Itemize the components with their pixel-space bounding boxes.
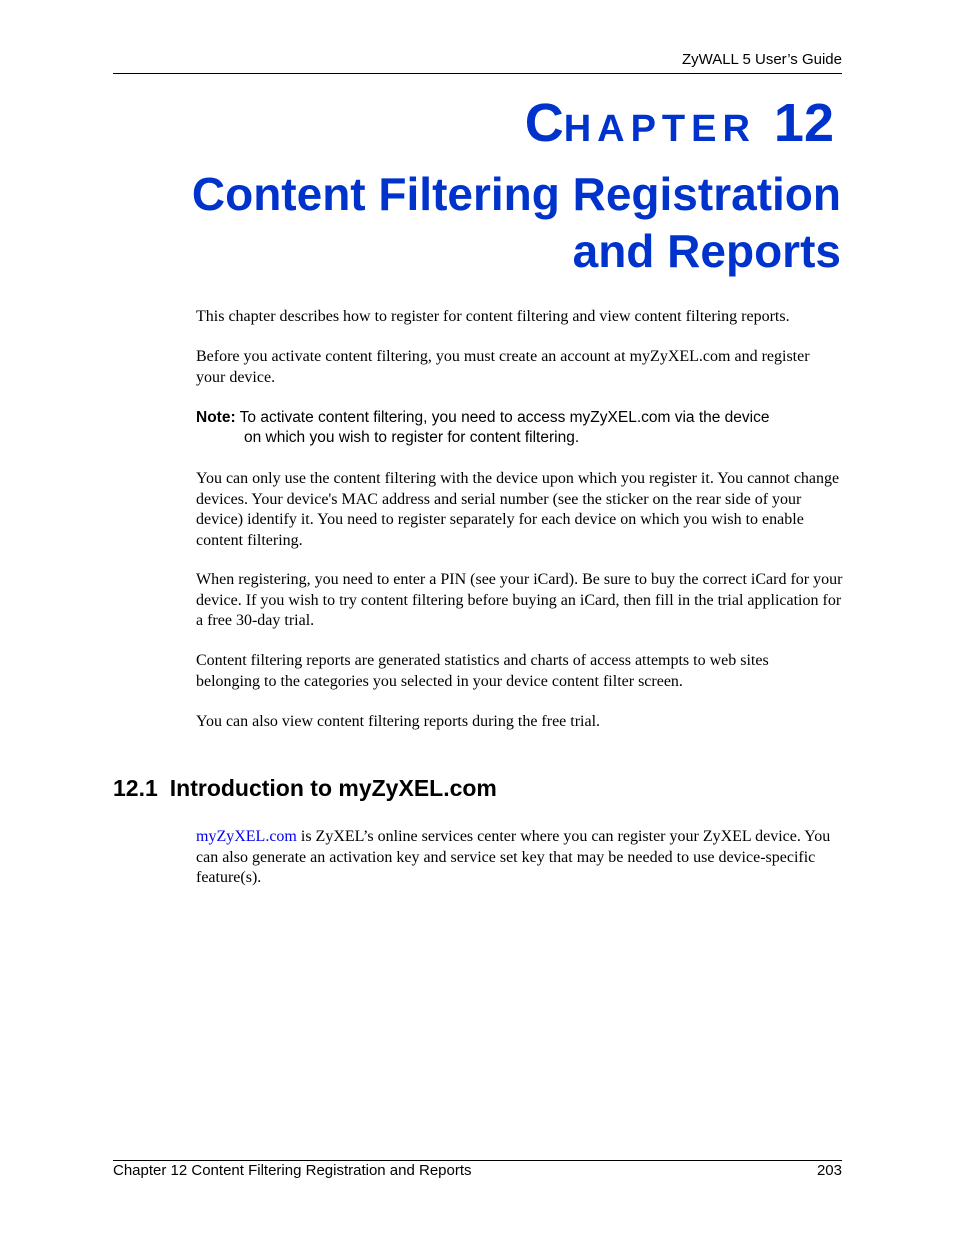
account-paragraph: Before you activate content filtering, you must create an account at myZyXEL.com and register your device. (196, 348, 810, 386)
header-divider (113, 73, 842, 74)
chapter-label (524, 93, 834, 153)
chapter-title-line1: Content Filtering Registration (191, 168, 841, 220)
myzyxel-link[interactable]: myZyXEL.com (196, 828, 297, 845)
section-body-text: is ZyXEL’s online services center where you can register your ZyXEL device. You can also generate an activation key and service set key that may be needed to use device-specific feature(s). (196, 828, 831, 886)
section-paragraph (196, 827, 846, 889)
header-guide-title: ZyWALL 5 User’s Guide (681, 51, 842, 68)
pin-paragraph: When registering, you need to enter a PIN (see your iCard). Be sure to buy the correct iCard for your device. If you wish to try content filtering before buying an iCard, then fill in the trial application for a free 30-day trial. (196, 571, 843, 629)
device-paragraph: You can only use the content filtering with the device upon which you register it. You cannot change devices. Your device's MAC address and serial number (see the sticker on the rear side of your device) identify it. You need to register separately for each device on which you wish to enable content filtering. (196, 470, 840, 549)
chapter-title-line2: and Reports (572, 225, 841, 277)
note-line1 (196, 408, 846, 428)
note-text-line1: To activate content filtering, you need to access myZyXEL.com via the device (239, 409, 770, 426)
footer-divider (113, 1160, 842, 1161)
chapter-title (121, 166, 841, 280)
footer-chapter-title: Chapter 12 Content Filtering Registration and Reports (113, 1162, 472, 1179)
chapter-label-rest: HAPTER (563, 108, 756, 150)
section-heading (113, 775, 497, 802)
footer-page-number: 203 (816, 1162, 842, 1179)
note-text-line2: on which you wish to register for content filtering. (244, 429, 580, 446)
chapter-label-initial: C (524, 93, 564, 153)
section-number: 12.1 (113, 775, 158, 801)
trial-paragraph: You can also view content filtering reports during the free trial. (196, 713, 601, 730)
section-title: Introduction to myZyXEL.com (169, 775, 497, 801)
note-label: Note: (196, 409, 236, 426)
reports-paragraph: Content filtering reports are generated statistics and charts of access attempts to web sites belonging to the categories you selected in your device content filter screen. (196, 652, 769, 690)
chapter-number: 12 (773, 93, 834, 153)
note-block (196, 408, 846, 448)
intro-paragraph: This chapter describes how to register for content filtering and view content filtering reports. (196, 308, 790, 325)
